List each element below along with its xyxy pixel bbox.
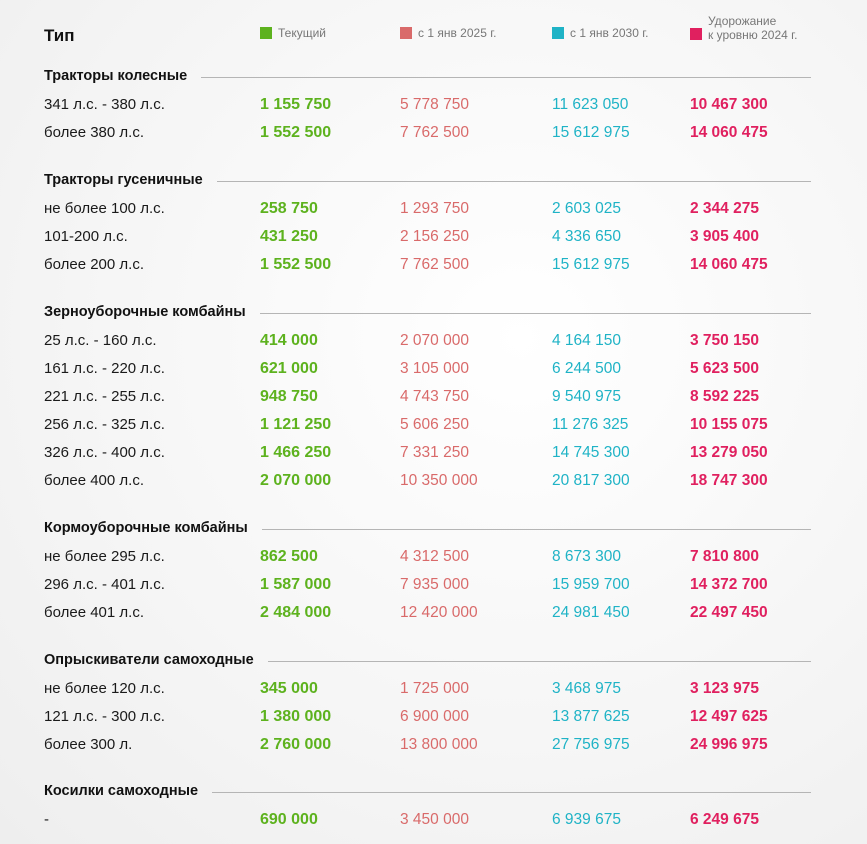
- value-2030: 24 981 450: [552, 604, 630, 621]
- row-label: 221 л.с. - 255 л.с.: [44, 388, 165, 405]
- legend-swatch-2025: [400, 27, 412, 39]
- value-increase: 24 996 975: [690, 736, 768, 753]
- value-2025: 4 312 500: [400, 548, 469, 565]
- value-2025: 3 450 000: [400, 811, 469, 828]
- table-row: [0, 811, 867, 835]
- section-title: Опрыскиватели самоходные: [44, 652, 254, 668]
- row-label: 101-200 л.с.: [44, 228, 128, 245]
- value-2025: 7 762 500: [400, 124, 469, 141]
- value-2025: 10 350 000: [400, 472, 478, 489]
- value-increase: 14 060 475: [690, 124, 768, 141]
- value-2030: 4 164 150: [552, 332, 621, 349]
- value-2025: 6 900 000: [400, 708, 469, 725]
- row-label: 121 л.с. - 300 л.с.: [44, 708, 165, 725]
- table-row: [0, 360, 867, 384]
- value-current: 2 760 000: [260, 736, 332, 753]
- table-row: [0, 96, 867, 120]
- value-increase: 12 497 625: [690, 708, 768, 725]
- section-divider: [217, 181, 811, 182]
- value-current: 2 484 000: [260, 604, 332, 621]
- row-label: -: [44, 811, 49, 828]
- value-2030: 15 959 700: [552, 576, 630, 593]
- value-2025: 2 156 250: [400, 228, 469, 245]
- value-current: 1 121 250: [260, 416, 332, 433]
- value-increase: 8 592 225: [690, 388, 759, 405]
- value-current: 1 587 000: [260, 576, 332, 593]
- section-title: Тракторы гусеничные: [44, 172, 203, 188]
- section-title: Кормоуборочные комбайны: [44, 520, 248, 536]
- row-label: более 400 л.с.: [44, 472, 144, 489]
- value-increase: 6 249 675: [690, 811, 759, 828]
- value-2030: 11 276 325: [552, 416, 629, 433]
- value-current: 2 070 000: [260, 472, 332, 489]
- value-2025: 7 331 250: [400, 444, 469, 461]
- value-2030: 8 673 300: [552, 548, 621, 565]
- legend-label-current: Текущий: [278, 26, 326, 40]
- value-increase: 10 155 075: [690, 416, 768, 433]
- value-increase: 3 905 400: [690, 228, 759, 245]
- value-increase: 3 750 150: [690, 332, 759, 349]
- legend-label-2030: с 1 янв 2030 г.: [570, 26, 649, 40]
- value-increase: 2 344 275: [690, 200, 759, 217]
- value-2030: 11 623 050: [552, 96, 629, 113]
- table-row: [0, 548, 867, 572]
- value-2025: 13 800 000: [400, 736, 478, 753]
- value-increase: 7 810 800: [690, 548, 759, 565]
- value-2025: 5 778 750: [400, 96, 469, 113]
- value-increase: 14 060 475: [690, 256, 768, 273]
- row-label: не более 295 л.с.: [44, 548, 165, 565]
- table-row: [0, 472, 867, 496]
- row-label: не более 120 л.с.: [44, 680, 165, 697]
- legend-increase: [690, 14, 797, 42]
- value-2030: 15 612 975: [552, 124, 630, 141]
- row-label: более 200 л.с.: [44, 256, 144, 273]
- value-current: 1 466 250: [260, 444, 332, 461]
- value-current: 258 750: [260, 200, 318, 217]
- value-2030: 4 336 650: [552, 228, 621, 245]
- value-current: 690 000: [260, 811, 318, 828]
- row-label: более 401 л.с.: [44, 604, 144, 621]
- legend-label-increase-line2: к уровню 2024 г.: [708, 28, 798, 42]
- table-row: [0, 736, 867, 760]
- legend-label-2025: с 1 янв 2025 г.: [418, 26, 497, 40]
- table-row: [0, 228, 867, 252]
- legend-swatch-2030: [552, 27, 564, 39]
- value-current: 1 380 000: [260, 708, 332, 725]
- value-2025: 7 762 500: [400, 256, 469, 273]
- row-label: 326 л.с. - 400 л.с.: [44, 444, 165, 461]
- value-increase: 13 279 050: [690, 444, 768, 461]
- value-current: 948 750: [260, 388, 318, 405]
- value-increase: 3 123 975: [690, 680, 759, 697]
- value-current: 1 552 500: [260, 124, 332, 141]
- value-2025: 1 725 000: [400, 680, 469, 697]
- section-divider: [260, 313, 811, 314]
- section-divider: [212, 792, 811, 793]
- row-label: 161 л.с. - 220 л.с.: [44, 360, 165, 377]
- table-row: [0, 680, 867, 704]
- row-label: 341 л.с. - 380 л.с.: [44, 96, 165, 113]
- legend-current: [260, 26, 326, 40]
- value-2030: 9 540 975: [552, 388, 621, 405]
- value-increase: 5 623 500: [690, 360, 759, 377]
- value-2030: 13 877 625: [552, 708, 630, 725]
- legend-label-increase-line1: Удорожание: [708, 14, 777, 28]
- type-column-header: Тип: [44, 26, 75, 45]
- value-increase: 14 372 700: [690, 576, 768, 593]
- value-2025: 7 935 000: [400, 576, 469, 593]
- table-row: [0, 444, 867, 468]
- value-2030: 6 939 675: [552, 811, 621, 828]
- section-divider: [262, 529, 811, 530]
- legend-swatch-increase: [690, 28, 702, 40]
- value-2030: 14 745 300: [552, 444, 630, 461]
- section-title: Косилки самоходные: [44, 783, 199, 799]
- value-2030: 27 756 975: [552, 736, 630, 753]
- row-label: более 380 л.с.: [44, 124, 144, 141]
- value-2025: 1 293 750: [400, 200, 469, 217]
- table-row: [0, 708, 867, 732]
- table-row: [0, 124, 867, 148]
- legend-2025: [400, 26, 496, 40]
- legend-2030: [552, 26, 648, 40]
- value-current: 621 000: [260, 360, 318, 377]
- table-row: [0, 416, 867, 440]
- value-2030: 3 468 975: [552, 680, 621, 697]
- section-title: Тракторы колесные: [44, 68, 188, 84]
- table-row: [0, 200, 867, 224]
- table-row: [0, 332, 867, 356]
- value-current: 431 250: [260, 228, 318, 245]
- value-current: 414 000: [260, 332, 318, 349]
- row-label: 25 л.с. - 160 л.с.: [44, 332, 157, 349]
- table-row: [0, 576, 867, 600]
- row-label: 256 л.с. - 325 л.с.: [44, 416, 165, 433]
- legend-swatch-current: [260, 27, 272, 39]
- table-row: [0, 604, 867, 628]
- value-current: 862 500: [260, 548, 318, 565]
- value-increase: 18 747 300: [690, 472, 768, 489]
- value-2025: 5 606 250: [400, 416, 469, 433]
- value-2030: 20 817 300: [552, 472, 630, 489]
- value-increase: 22 497 450: [690, 604, 768, 621]
- value-current: 1 552 500: [260, 256, 332, 273]
- value-2025: 2 070 000: [400, 332, 469, 349]
- value-2025: 12 420 000: [400, 604, 478, 621]
- value-current: 1 155 750: [260, 96, 332, 113]
- value-current: 345 000: [260, 680, 318, 697]
- row-label: более 300 л.: [44, 736, 133, 753]
- table-row: [0, 388, 867, 412]
- value-2030: 15 612 975: [552, 256, 630, 273]
- value-increase: 10 467 300: [690, 96, 768, 113]
- value-2025: 3 105 000: [400, 360, 469, 377]
- value-2030: 2 603 025: [552, 200, 621, 217]
- table-row: [0, 256, 867, 280]
- section-title: Зерноуборочные комбайны: [44, 304, 246, 320]
- row-label: 296 л.с. - 401 л.с.: [44, 576, 165, 593]
- section-divider: [268, 661, 811, 662]
- row-label: не более 100 л.с.: [44, 200, 165, 217]
- value-2025: 4 743 750: [400, 388, 469, 405]
- section-divider: [201, 77, 811, 78]
- value-2030: 6 244 500: [552, 360, 621, 377]
- table-header: [0, 14, 867, 54]
